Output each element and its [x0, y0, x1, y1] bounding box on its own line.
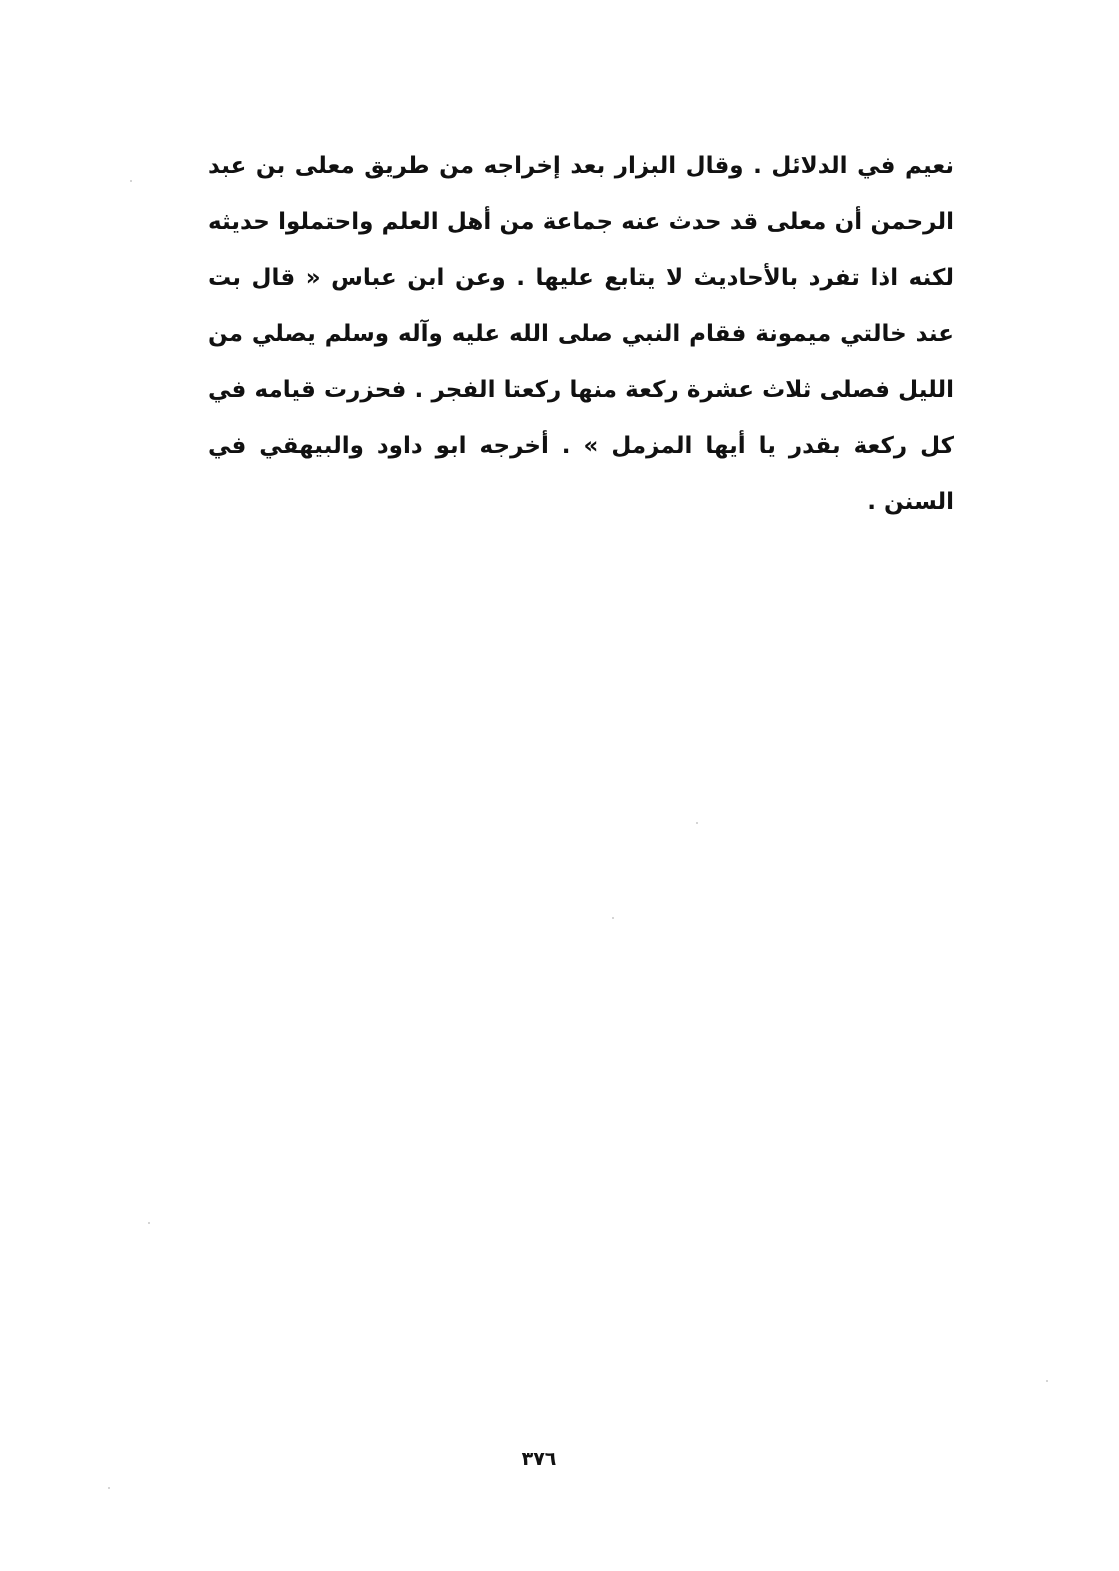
scan-speck [1046, 1380, 1048, 1382]
scan-speck [612, 917, 614, 919]
scan-speck [148, 1222, 150, 1224]
scan-speck [130, 180, 132, 182]
text-line-7: السنن . [867, 489, 954, 515]
body-text [208, 138, 954, 530]
scan-speck [108, 1487, 110, 1489]
text-line-4: عند خالتي ميمونة فقام النبي صلى الله عليه وآله وسلم يصلي من [208, 321, 954, 347]
text-line-2: الرحمن أن معلى قد حدث عنه جماعة من أهل العلم واحتملوا حديثه [208, 209, 954, 235]
text-line-5: الليل فصلى ثلاث عشرة ركعة منها ركعتا الفجر . فحزرت قيامه في [208, 377, 954, 403]
text-line-6: كل ركعة بقدر يا أيها المزمل » . أخرجه ابو داود والبيهقي في [208, 433, 954, 459]
page-number: ٣٧٦ [521, 1448, 557, 1470]
text-line-1: نعيم في الدلائل . وقال البزار بعد إخراجه من طريق معلى بن عبد [208, 153, 954, 179]
text-line-3: لكنه اذا تفرد بالأحاديث لا يتابع عليها . وعن ابن عباس « قال بت [208, 265, 954, 291]
scan-speck [696, 822, 698, 824]
